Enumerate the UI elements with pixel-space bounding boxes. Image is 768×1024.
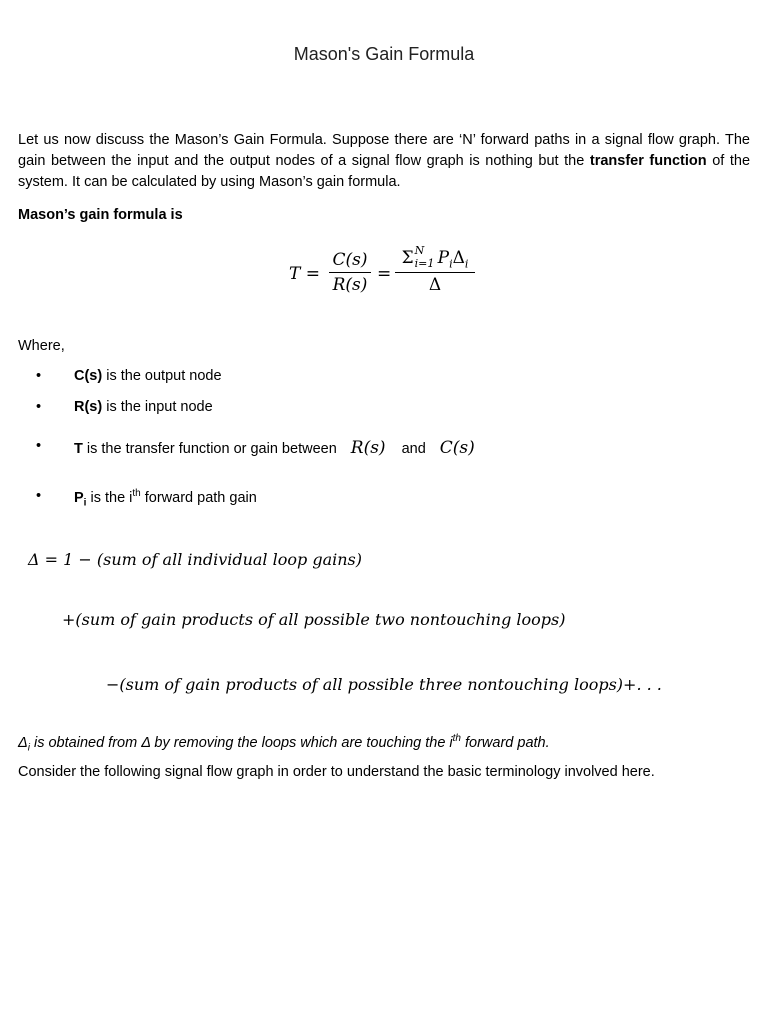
sigma-symbol: Σ — [401, 248, 414, 268]
bullet-term: R(s) — [74, 399, 103, 415]
bullet-term: P — [74, 489, 84, 506]
eq-frac2-den: Δ — [428, 275, 442, 296]
note-delta-sub: i — [27, 742, 30, 754]
note-text-post: forward path. — [460, 734, 550, 751]
where-label: Where, — [18, 338, 65, 354]
bullet-dot: • — [36, 488, 42, 504]
bullet-dot: • — [36, 368, 42, 384]
delta-symbol: Δ — [452, 248, 465, 268]
bullet-text-post: forward path gain — [140, 489, 257, 506]
sum-lower: i=1 — [414, 256, 435, 270]
note-sup: th — [452, 733, 461, 744]
intro-bold-term: transfer function — [589, 153, 707, 169]
math-cs: C(s) — [439, 438, 475, 458]
p-symbol: P — [437, 248, 450, 268]
intro-text-1: Let us now discuss the Mason’s Gain Formula. Suppose there are ‘N’ forward paths in a signal flow graph. The gain between the input and the output nodes of a signal flow graph is nothing but the — [18, 132, 750, 169]
note-text: is obtained from Δ by removing the loops which are touching the i — [29, 734, 453, 751]
delta-equation-line-1: Δ = 1 − (sum of all individual loop gains) — [28, 550, 362, 569]
delta-sub: i — [464, 257, 469, 271]
note-delta: Δ — [18, 734, 28, 751]
math-rs: R(s) — [350, 438, 386, 458]
eq-frac2-num — [395, 243, 475, 271]
bullet-term: C(s) — [74, 368, 103, 384]
bullet-dot: • — [36, 399, 42, 415]
bullet-text: is the i — [86, 489, 133, 506]
eq-fraction-1 — [329, 250, 371, 295]
eq-frac1-den: R(s) — [332, 275, 368, 295]
eq-lhs: T = — [289, 264, 320, 284]
bullet-dot: • — [36, 438, 42, 454]
eq-fraction-2 — [395, 243, 475, 296]
bullet-text: is the transfer function or gain between — [82, 441, 337, 457]
delta-equation-line-2: +(sum of gain products of all possible two nontouching loops) — [62, 610, 566, 629]
main-equation — [287, 243, 487, 310]
sum-upper: N — [414, 243, 425, 257]
formula-heading: Mason’s gain formula is — [18, 207, 183, 223]
bullet-term: T — [74, 441, 83, 457]
consider-paragraph: Consider the following signal flow graph in order to understand the basic terminology involved here. — [18, 764, 655, 780]
bullet-term-sub: i — [83, 497, 87, 509]
bullet-text: is the output node — [102, 368, 222, 384]
bullet-and: and — [401, 441, 426, 457]
delta-equation-line-3: −(sum of gain products of all possible three nontouching loops)+. . . — [106, 675, 662, 694]
delta-i-note — [18, 733, 550, 754]
eq-frac1-num: C(s) — [332, 250, 368, 270]
bullet-text: is the input node — [102, 399, 213, 415]
eq-equals: = — [377, 264, 392, 284]
page-title: Mason's Gain Formula — [293, 44, 475, 64]
bullet-sup: th — [132, 488, 141, 499]
intro-paragraph — [18, 130, 750, 193]
intro-text-2: of the system. It can be calculated by using Mason’s gain formula. — [18, 153, 751, 190]
p-sub: i — [449, 257, 453, 271]
